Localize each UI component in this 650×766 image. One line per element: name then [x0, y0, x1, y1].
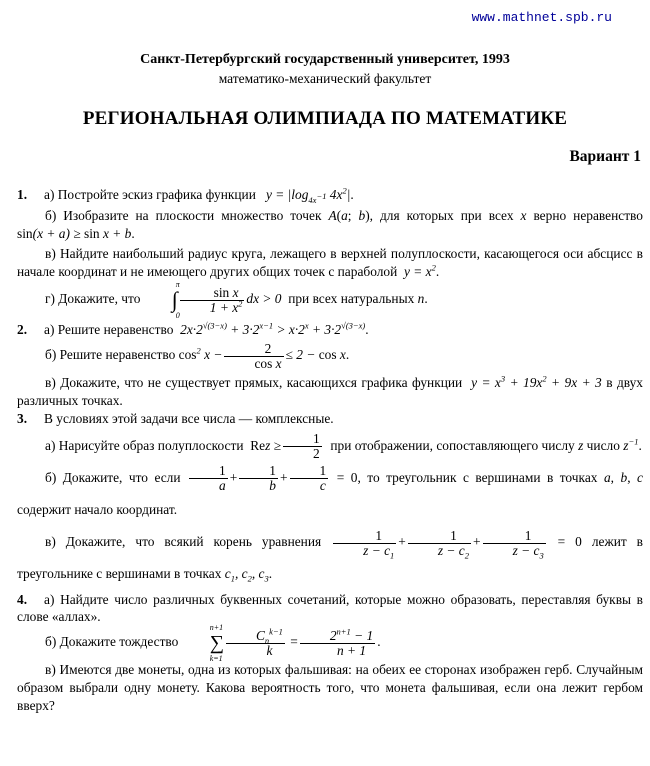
problem-text: в) Имеются две монеты, одна из которых фальшивая: на обеих ее сторонах изображен герб. Случайным образом выбрали одну монету. Какова вероятность того, что монета фальшивая, если она лежит гербом вверх?	[17, 662, 643, 714]
problem-number: 2.	[17, 322, 28, 338]
site-url[interactable]: www.mathnet.spb.ru	[471, 10, 612, 25]
problem-text: в) Докажите, что не существует прямых, касающихся графика функции	[45, 375, 463, 391]
sum-sign: ∑ n+1 k=1	[209, 623, 224, 664]
problem-3c: в) Докажите, что всякий корень уравнения $\frac{1}{z - c_1}$ + $\frac{1}{z - c_2}$ + $\frac{1}{z - c_3}$ = 0 лежит в треугольнике с вершинами в точках $c_1$, $c_2$, $c_3$.	[17, 527, 644, 585]
problem-3a: а) Нарисуйте образ полуплоскости Rez ≥ $\frac{1}{2}$ при отображении, сопоставляющего числу z число $z^{-1}$.	[45, 431, 642, 462]
formula: sin(x + a) ≥ sin x + b	[17, 225, 132, 241]
problem-text: а) Постройте эскиз графика функции	[44, 187, 256, 202]
problem-2c: в) Докажите, что не существует прямых, касающихся графика функции $y = x^3 + 19x^2 + 9x + 3$ в двух различных точках.	[17, 373, 644, 409]
formula: $\cos^2 x$ −	[178, 345, 223, 363]
problem-text: б) Докажите, что если	[45, 469, 181, 485]
formula: $2x\cdot 2^{√(3-x)} + 3\cdot 2^{x-1} > x\cdot 2^x + 3\cdot 2^{√(3-x)}$	[176, 320, 366, 338]
problem-text: а) Найдите число различных буквенных сочетаний, которые можно образовать, переставляя буквы в слове «аллах».	[17, 591, 643, 625]
problem-2b: б) Решите неравенство $\cos^2 x$ − $\frac{2}{\text{cos x}}$ ≤ 2 − cos x.	[45, 340, 350, 371]
problem-3-intro	[17, 410, 643, 428]
formula: A	[328, 207, 337, 223]
problem-text: г) Докажите, что	[45, 291, 141, 307]
formula: Rez ≥	[250, 437, 281, 453]
problem-text: а) Решите неравенство	[44, 322, 174, 338]
problem-number: 3.	[17, 410, 28, 426]
formula: $y = x^3 + 19x^2 + 9x + 3$	[466, 373, 602, 391]
formula: $\frac{\text{sin x}}{1 + x^2}$	[180, 286, 245, 315]
problem-text: б) Изобразите на плоскости множество точек	[45, 207, 322, 223]
problem-text: б) Докажите тождество	[45, 634, 179, 650]
problem-2a: 2. а) Решите неравенство $2x\cdot 2^{√(3-x)} + 3\cdot 2^{x-1} > x\cdot 2^x + 3\cdot 2^{√(3-x)}$.	[17, 320, 369, 338]
problem-text: В условиях этой задачи все числа — комплексные.	[44, 410, 334, 426]
formula: $\frac{1}{z - c_1}$	[333, 529, 396, 558]
formula: $y = |\log_{4x^{-1}}$ $4x^2|$	[259, 185, 351, 205]
problem-number: 4.	[17, 591, 28, 607]
problem-4b: б) Докажите тождество ∑ n+1 k=1 $\frac{C_n^{k-1}}{k}$ = $\frac{2^{n+1} - 1}{n + 1}$ .	[45, 623, 381, 664]
variant-label: Вариант 1	[569, 148, 641, 165]
problem-3b: б) Докажите, что если $\frac{1}{a}$ + $\frac{1}{b}$ + $\frac{1}{c}$ = 0, то треугольник с вершинами в точках a, b, c содержит начало координат.	[17, 463, 643, 518]
problem-1c: в) Найдите наибольший радиус круга, лежащего в верхней полуплоскости, касающегося оси абсцисс в начале координат и не имеющего других общих точек с параболой $y = x^2$.	[17, 246, 643, 280]
problems	[17, 186, 643, 715]
university-heading: Санкт-Петербургский государственный университет, 1993	[140, 52, 510, 67]
problem-text: в) Докажите, что всякий корень уравнения	[45, 534, 322, 550]
problem-number: 1.	[17, 187, 28, 202]
problem-4a	[17, 591, 643, 627]
formula: $y = x^2$	[400, 262, 436, 280]
integral-sign: ∫ π 0	[171, 280, 180, 321]
problem-text: б) Решите неравенство	[45, 347, 176, 363]
problem-text: а) Нарисуйте образ полуплоскости	[45, 437, 244, 453]
formula: $\frac{C_n^{k-1}}{k}$	[226, 629, 285, 658]
problem-1d: г) Докажите, что ∫ π 0 $\frac{\text{sin x}}{1 + x^2}$ dx > 0 при всех натуральных n.	[45, 280, 428, 321]
formula: $\frac{1}{a}$	[189, 464, 228, 493]
olympiad-title: РЕГИОНАЛЬНАЯ ОЛИМПИАДА ПО МАТЕМАТИКЕ	[82, 108, 568, 129]
problem-4c	[17, 661, 643, 714]
problem-text: в) Найдите наибольший радиус круга, лежащего в верхней полуплоскости, касающегося оси абсцисс в начале координат и не имеющего других общих точек с параболой	[17, 246, 643, 280]
problem-1a: 1. а) Постройте эскиз графика функции $y = |\log_{4x^{-1}}$ $4x^2|$.	[17, 185, 354, 205]
faculty-heading: математико-механический факультет	[218, 71, 432, 86]
problem-1b: б) Изобразите на плоскости множество точек A(a; b), для которых при всех x верно неравенство sin(x + a) ≥ sin x + b.	[17, 207, 643, 241]
